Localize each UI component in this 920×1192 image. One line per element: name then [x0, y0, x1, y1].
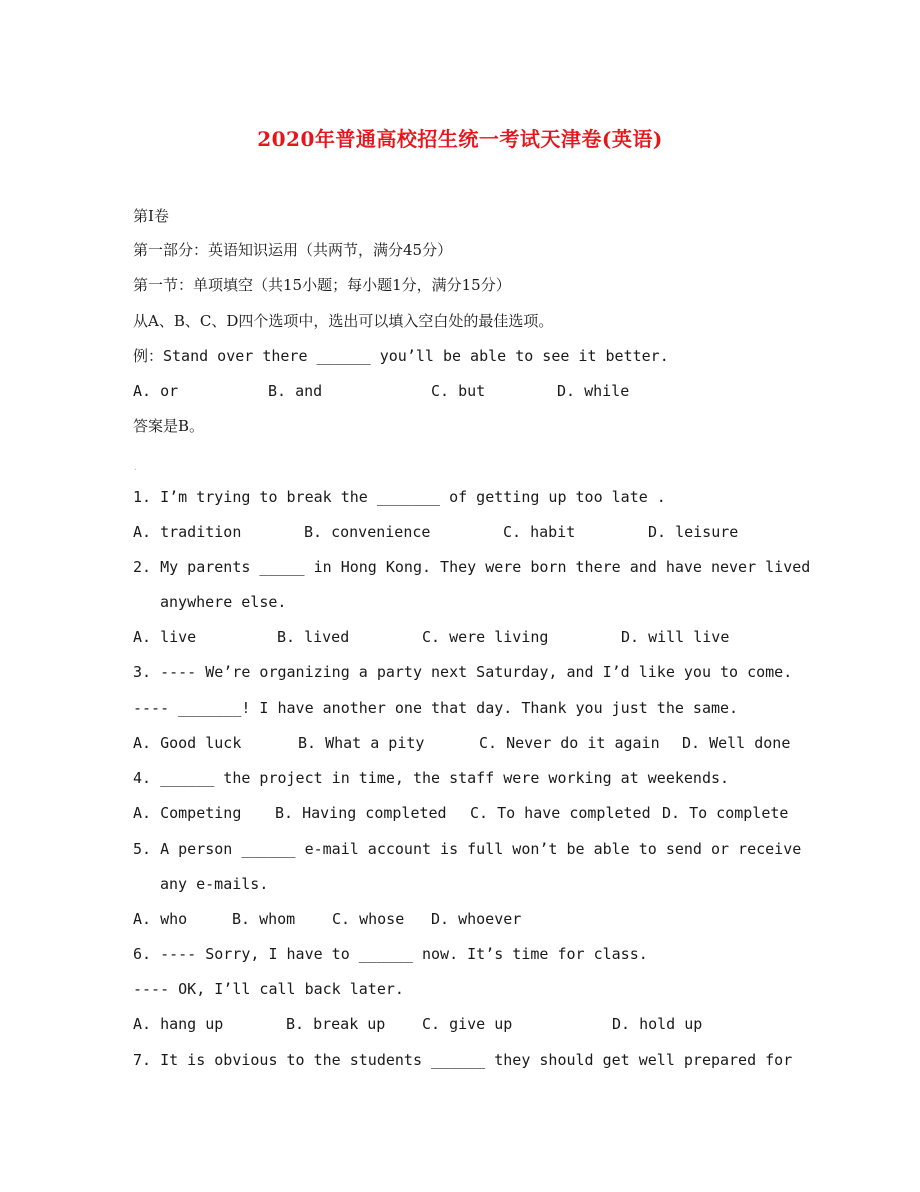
- question-6-stem-continued: ---- OK, I’ll call back later.: [133, 980, 404, 998]
- question-5-stem-continued: any e-mails.: [160, 875, 269, 893]
- example-option-b: B. and: [268, 382, 323, 400]
- example-option-c: C. but: [431, 382, 486, 400]
- spacer-mark: .: [133, 463, 138, 472]
- question-3-option-b: B. What a pity: [298, 734, 425, 752]
- question-6-option-c: C. give up: [422, 1015, 513, 1033]
- question-6-option-d: D. hold up: [612, 1015, 703, 1033]
- question-1-option-c: C. habit: [503, 523, 576, 541]
- question-5-option-b: B. whom: [232, 910, 296, 928]
- question-3-stem: 3. ---- We’re organizing a party next Saturday, and I’d like you to come.: [133, 663, 793, 681]
- question-2-option-b: B. lived: [277, 628, 350, 646]
- question-2-stem: 2. My parents _____ in Hong Kong. They were born there and have never lived: [133, 558, 811, 576]
- part-heading: 第一部分：英语知识运用（共两节，满分45分）: [133, 241, 453, 259]
- example-question: 例：Stand over there ______ you’ll be able to see it better.: [133, 347, 669, 365]
- question-1-stem: 1. I’m trying to break the _______ of getting up too late .: [133, 488, 666, 506]
- question-2-stem-continued: anywhere else.: [160, 593, 287, 611]
- question-4-option-b: B. Having completed: [275, 804, 447, 822]
- example-option-a: A. or: [133, 382, 179, 400]
- question-3-option-c: C. Never do it again: [479, 734, 660, 752]
- question-1-option-a: A. tradition: [133, 523, 242, 541]
- question-2-option-a: A. live: [133, 628, 197, 646]
- volume-heading: 第I卷: [133, 207, 169, 225]
- question-4-option-a: A. Competing: [133, 804, 242, 822]
- document-title: 2020年普通高校招生统一考试天津卷(英语): [257, 127, 663, 151]
- question-3-stem-continued: ---- _______! I have another one that day. Thank you just the same.: [133, 699, 739, 717]
- example-option-d: D. while: [557, 382, 630, 400]
- question-5-stem: 5. A person ______ e-mail account is full won’t be able to send or receive: [133, 840, 802, 858]
- question-6-stem: 6. ---- Sorry, I have to ______ now. It’s time for class.: [133, 945, 648, 963]
- question-4-option-c: C. To have completed: [470, 804, 651, 822]
- question-5-option-a: A. who: [133, 910, 188, 928]
- instruction-text: 从A、B、C、D四个选项中，选出可以填入空白处的最佳选项。: [133, 312, 554, 330]
- question-1-option-d: D. leisure: [648, 523, 739, 541]
- question-4-option-d: D. To complete: [662, 804, 789, 822]
- question-4-stem: 4. ______ the project in time, the staff were working at weekends.: [133, 769, 730, 787]
- example-answer: 答案是B。: [133, 417, 205, 435]
- question-7-stem: 7. It is obvious to the students ______ they should get well prepared for: [133, 1051, 793, 1069]
- question-3-option-a: A. Good luck: [133, 734, 242, 752]
- question-5-option-c: C. whose: [332, 910, 405, 928]
- question-2-option-d: D. will live: [621, 628, 730, 646]
- question-5-option-d: D. whoever: [431, 910, 522, 928]
- question-6-option-a: A. hang up: [133, 1015, 224, 1033]
- question-2-option-c: C. were living: [422, 628, 549, 646]
- question-6-option-b: B. break up: [286, 1015, 386, 1033]
- question-1-option-b: B. convenience: [304, 523, 431, 541]
- section-heading: 第一节：单项填空（共15小题；每小题1分，满分15分）: [133, 276, 511, 294]
- question-3-option-d: D. Well done: [682, 734, 791, 752]
